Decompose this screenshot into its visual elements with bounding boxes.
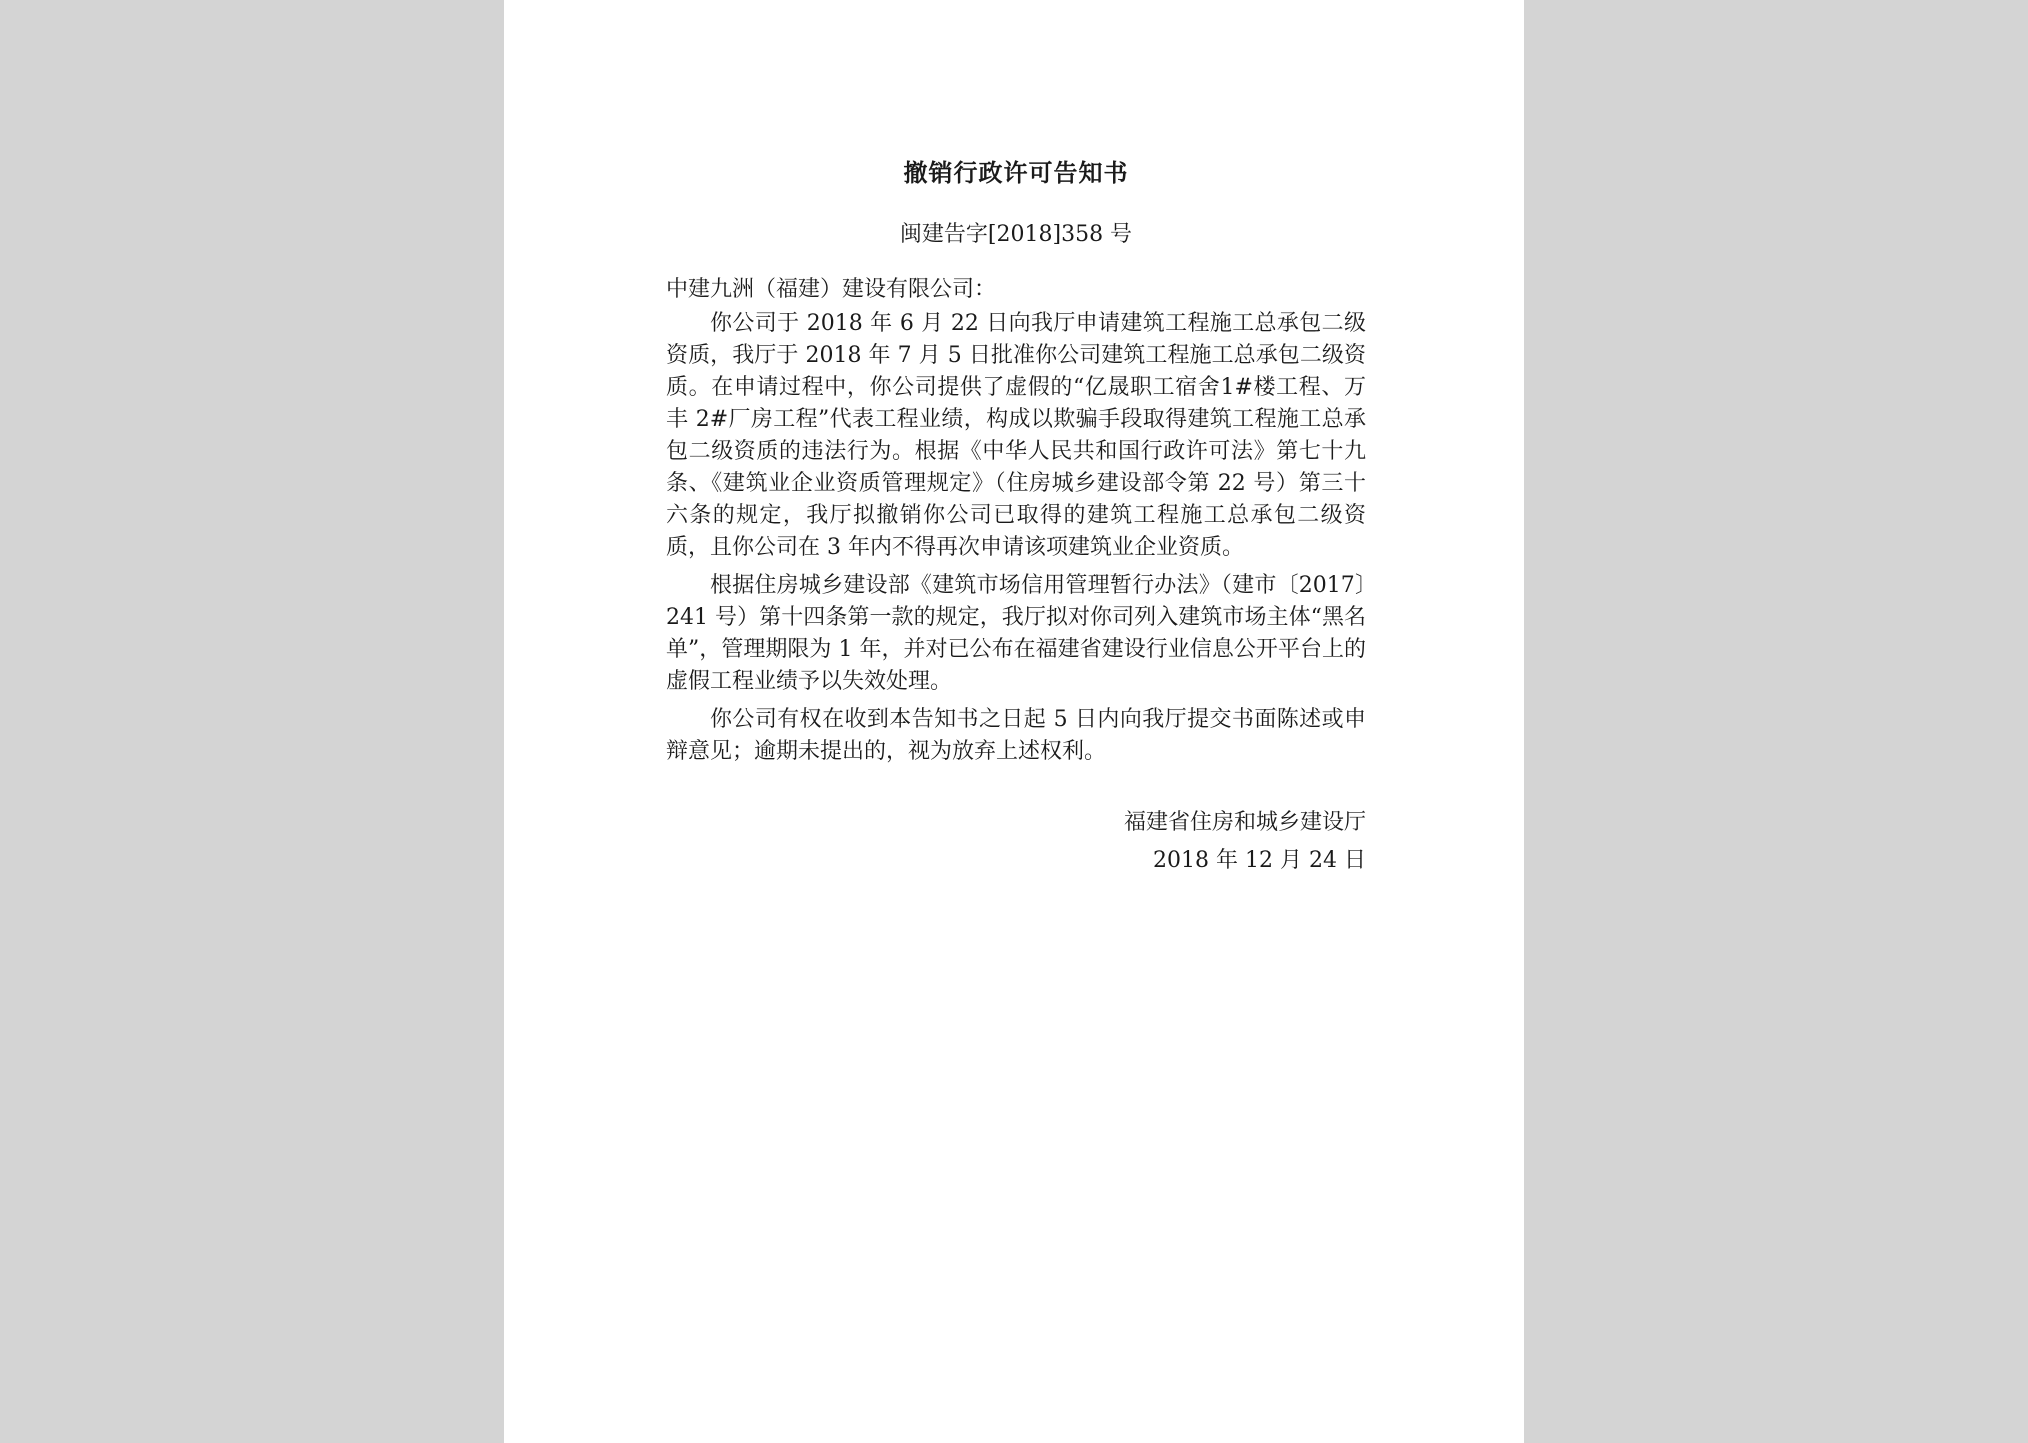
body-paragraph-2: 根据住房城乡建设部《建筑市场信用管理暂行办法》（建市〔2017〕241 号）第十四条第一款的规定，我厅拟对你司列入建筑市场主体“黑名单”，管理期限为 1 年，并对已公布在福建省建设行业信息公开平台上的虚假工程业绩予以失效处理。 — [666, 573, 1366, 694]
document-number: 闽建告字[2018]358 号 — [899, 222, 1133, 247]
signature-date: 2018 年 12 月 24 日 — [1153, 848, 1366, 873]
addressee: 中建九洲（福建）建设有限公司： — [666, 277, 997, 302]
signature-block — [666, 804, 1366, 880]
body-paragraph-3: 你公司有权在收到本告知书之日起 5 日内向我厅提交书面陈述或申辩意见；逾期未提出的，视为放弃上述权利。 — [666, 707, 1366, 764]
document-page — [504, 0, 1524, 1443]
document-title: 撤销行政许可告知书 — [903, 158, 1129, 187]
body-paragraph-1: 你公司于 2018 年 6 月 22 日向我厅申请建筑工程施工总承包二级资质，我厅于 2018 年 7 月 5 日批准你公司建筑工程施工总承包二级资质。在申请过程中，你公司提供了虚假的“亿晟职工宿舍1#楼工程、万丰 2#厂房工程”代表工程业绩，构成以欺骗手段取得建筑工程施工总承包二级资质的违法行为。根据《中华人民共和国行政许可法》第七十九条、《建筑业企业资质管理规定》（住房城乡建设部令第 22 号）第三十六条的规定，我厅拟撤销你公司已取得的建筑工程施工总承包二级资质，且你公司在 3 年内不得再次申请该项建筑业企业资质。 — [666, 311, 1366, 560]
signature-org: 福建省住房和城乡建设厅 — [1123, 810, 1366, 835]
document-content — [666, 150, 1366, 880]
